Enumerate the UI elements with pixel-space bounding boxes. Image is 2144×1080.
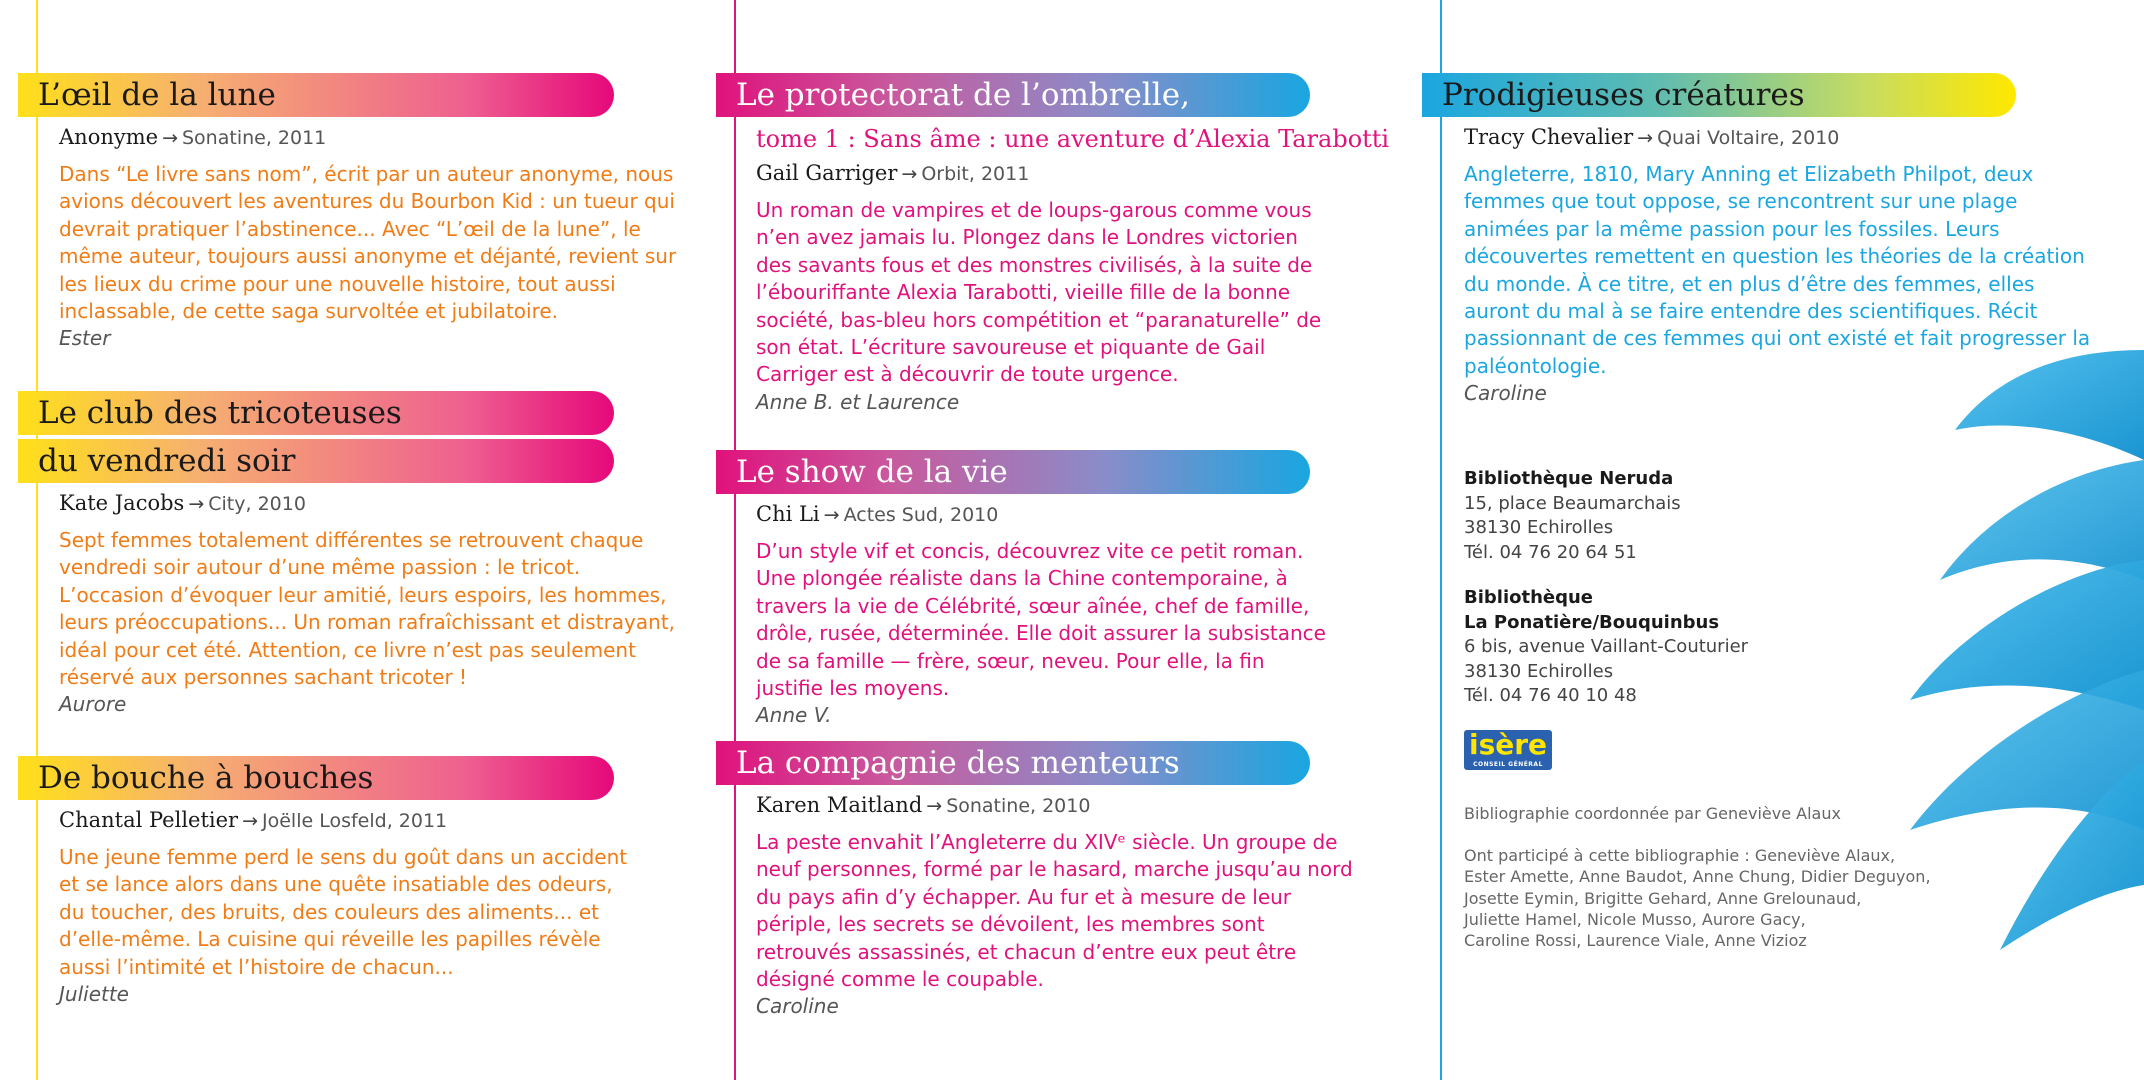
- book-author: Chantal Pelletier: [59, 808, 239, 832]
- book-reviewer: Anne V.: [756, 703, 832, 728]
- book-publisher: City, 2010: [208, 493, 306, 515]
- book-entry-club-des-tricoteuses: [38, 391, 678, 718]
- book-publisher: Quai Voltaire, 2010: [1657, 127, 1840, 149]
- arrow-right-icon: →: [901, 163, 918, 185]
- book-title: Prodigieuses créatures: [1422, 73, 2016, 117]
- isere-logo-icon: [1464, 730, 1552, 770]
- book-title-line-1: Le club des tricoteuses: [18, 391, 614, 435]
- book-entry-oeil-de-la-lune: [38, 73, 678, 352]
- library-name-line-2: La Ponatière/Bouquinbus: [1464, 611, 1720, 633]
- book-entry-compagnie-des-menteurs: [736, 741, 1376, 1020]
- book-description: Un roman de vampires et de loups-garous comme vous n’en avez jamais lu. Plongez dans le Londres victorien des savants fous et des monstres civilisés, à la suite de l’ébouriffante Alexia Tarabotti, vieille fille de la bonne société, bas-bleu hors compétition et “paranaturelle” de son état. L’écriture savoureuse et piquante de Gail Carriger est à découvrir de toute urgence.: [756, 198, 1322, 387]
- book-meta: [736, 502, 1376, 526]
- library-phone: Tél. 04 76 20 64 51: [1464, 541, 1637, 563]
- participants-line: Caroline Rossi, Laurence Viale, Anne Vizioz: [1464, 931, 1807, 951]
- book-publisher: Joëlle Losfeld, 2011: [262, 810, 448, 832]
- book-reviewer: Anne B. et Laurence: [756, 389, 960, 414]
- book-meta: [736, 161, 1376, 185]
- book-author: Tracy Chevalier: [1464, 125, 1634, 149]
- participants-line: Josette Eymin, Brigitte Gehard, Anne Grelounaud,: [1464, 888, 1862, 908]
- book-title: Le protectorat de l’ombrelle,: [716, 73, 1310, 117]
- book-publisher: Sonatine, 2011: [182, 127, 327, 149]
- book-publisher: Actes Sud, 2010: [843, 504, 999, 526]
- book-title: L’œil de la lune: [18, 73, 614, 117]
- logo-subtitle: CONSEIL GÉNÉRAL: [1473, 761, 1543, 768]
- library-phone: Tél. 04 76 40 10 48: [1464, 685, 1637, 706]
- book-meta: [38, 125, 678, 149]
- library-address-line: 15, place Beaumarchais: [1464, 492, 1681, 514]
- book-reviewer: Juliette: [59, 982, 129, 1007]
- book-meta: [38, 491, 678, 515]
- book-reviewer: Aurore: [59, 692, 127, 717]
- participants-line: Juliette Hamel, Nicole Musso, Aurore Gacy,: [1464, 909, 1806, 929]
- book-description: La peste envahit l’Angleterre du XIVᵉ siècle. Un groupe de neuf personnes, formé par le hasard, marche jusqu’au nord du pays afin d’y échapper. Au fur et à mesure de leur périple, les secrets se dévoilent, les membres sont retrouvés assassinés, et chacun d’entre eux peut être désigné comme le coupable.: [756, 830, 1353, 992]
- book-meta: [38, 808, 678, 832]
- book-publisher: Sonatine, 2010: [946, 795, 1091, 817]
- arrow-right-icon: →: [162, 127, 178, 149]
- book-author: Karen Maitland: [756, 793, 923, 817]
- book-subtitle: tome 1 : Sans âme : une aventure d’Alexia Tarabotti: [756, 125, 1390, 153]
- book-title-line-2: du vendredi soir: [18, 439, 614, 483]
- book-author: Anonyme: [59, 125, 159, 149]
- book-author: Gail Garriger: [756, 161, 898, 185]
- library-address-line: 38130 Echirolles: [1464, 517, 1614, 538]
- book-publisher: Orbit, 2011: [921, 163, 1030, 185]
- book-description: Angleterre, 1810, Mary Anning et Elizabeth Philpot, deux femmes que tout oppose, se rencontrent sur une plage animées par la même passion pour les fossiles. Leurs découvertes remettent en question les théories de la création du monde. À ce titre, et en plus d’être des femmes, elles auront du mal à se faire entendre des scientifiques. Récit passionnant de ces femmes qui ont existé et fait progresser la paléontologie.: [1464, 162, 2091, 378]
- book-entry-show-de-la-vie: [736, 450, 1376, 729]
- book-reviewer: Caroline: [1464, 381, 1547, 406]
- library-name: Bibliothèque Neruda: [1464, 468, 1674, 489]
- library-ponatiere: [1464, 586, 1748, 709]
- logo-word: isère: [1468, 730, 1548, 761]
- book-author: Kate Jacobs: [59, 491, 185, 515]
- library-name-line-1: Bibliothèque: [1464, 587, 1594, 608]
- coordination-text: Bibliographie coordonnée par Geneviève Alaux: [1464, 804, 1841, 823]
- participants-line: Ester Amette, Anne Baudot, Anne Chung, Didier Deguyon,: [1464, 867, 1931, 887]
- arrow-right-icon: →: [1637, 127, 1654, 149]
- bibliography-coordination: [1464, 803, 1841, 824]
- book-title: Le show de la vie: [716, 450, 1310, 494]
- book-description: Une jeune femme perd le sens du goût dans un accident et se lance alors dans une quête insatiable des odeurs, du toucher, des bruits, des couleurs des aliments... et d’elle-même. La cuisine qui réveille les papilles révèle aussi l’intimité et l’histoire de chacun...: [59, 845, 628, 979]
- book-entry-protectorat-ombrelle: [736, 73, 1390, 416]
- arrow-right-icon: →: [242, 810, 259, 832]
- arrow-right-icon: →: [188, 493, 205, 515]
- book-reviewer: Caroline: [756, 994, 839, 1019]
- arrow-right-icon: →: [926, 795, 943, 817]
- book-title: La compagnie des menteurs: [716, 741, 1310, 785]
- book-description: Sept femmes totalement différentes se retrouvent chaque vendredi soir autour d’une même passion : le tricot. L’occasion d’évoquer leur amitié, leurs espoirs, les hommes, leurs préoccupations... Un roman rafraîchissant et distrayant, idéal pour cet été. Attention, ce livre n’est pas seulement réservé aux personnes sachant tricoter !: [59, 528, 676, 690]
- library-neruda: [1464, 467, 1681, 565]
- book-entry-prodigieuses-creatures: [1442, 73, 2102, 407]
- book-author: Chi Li: [756, 502, 820, 526]
- book-meta: [1442, 125, 2102, 149]
- book-meta: [736, 793, 1376, 817]
- library-address-line: 38130 Echirolles: [1464, 660, 1614, 682]
- bibliography-participants: [1464, 845, 1931, 951]
- arrow-right-icon: →: [823, 504, 840, 526]
- book-description: Dans “Le livre sans nom”, écrit par un auteur anonyme, nous avions découvert les aventures du Bourbon Kid : un tueur qui devrait pratiquer l’abstinence... Avec “L’œil de la lune”, le même auteur, toujours aussi anonyme et déjanté, revient sur les lieux du crime pour une nouvelle histoire, tout aussi inclassable, de cette saga survoltée et jubilatoire.: [59, 162, 677, 324]
- library-address-line: 6 bis, avenue Vaillant-Couturier: [1464, 636, 1749, 657]
- book-reviewer: Ester: [59, 326, 111, 351]
- book-title: De bouche à bouches: [18, 756, 614, 800]
- book-entry-de-bouche-a-bouches: [38, 756, 678, 1008]
- book-description: D’un style vif et concis, découvrez vite ce petit roman. Une plongée réaliste dans la Chine contemporaine, à travers la vie de Célébrité, sœur aînée, chef de famille, drôle, rusée, déterminée. Elle doit assurer la subsistance de sa famille — frère, sœur, neveu. Pour elle, la fin justifie les moyens.: [756, 539, 1326, 701]
- participants-line: Ont participé à cette bibliographie : Geneviève Alaux,: [1464, 846, 1896, 865]
